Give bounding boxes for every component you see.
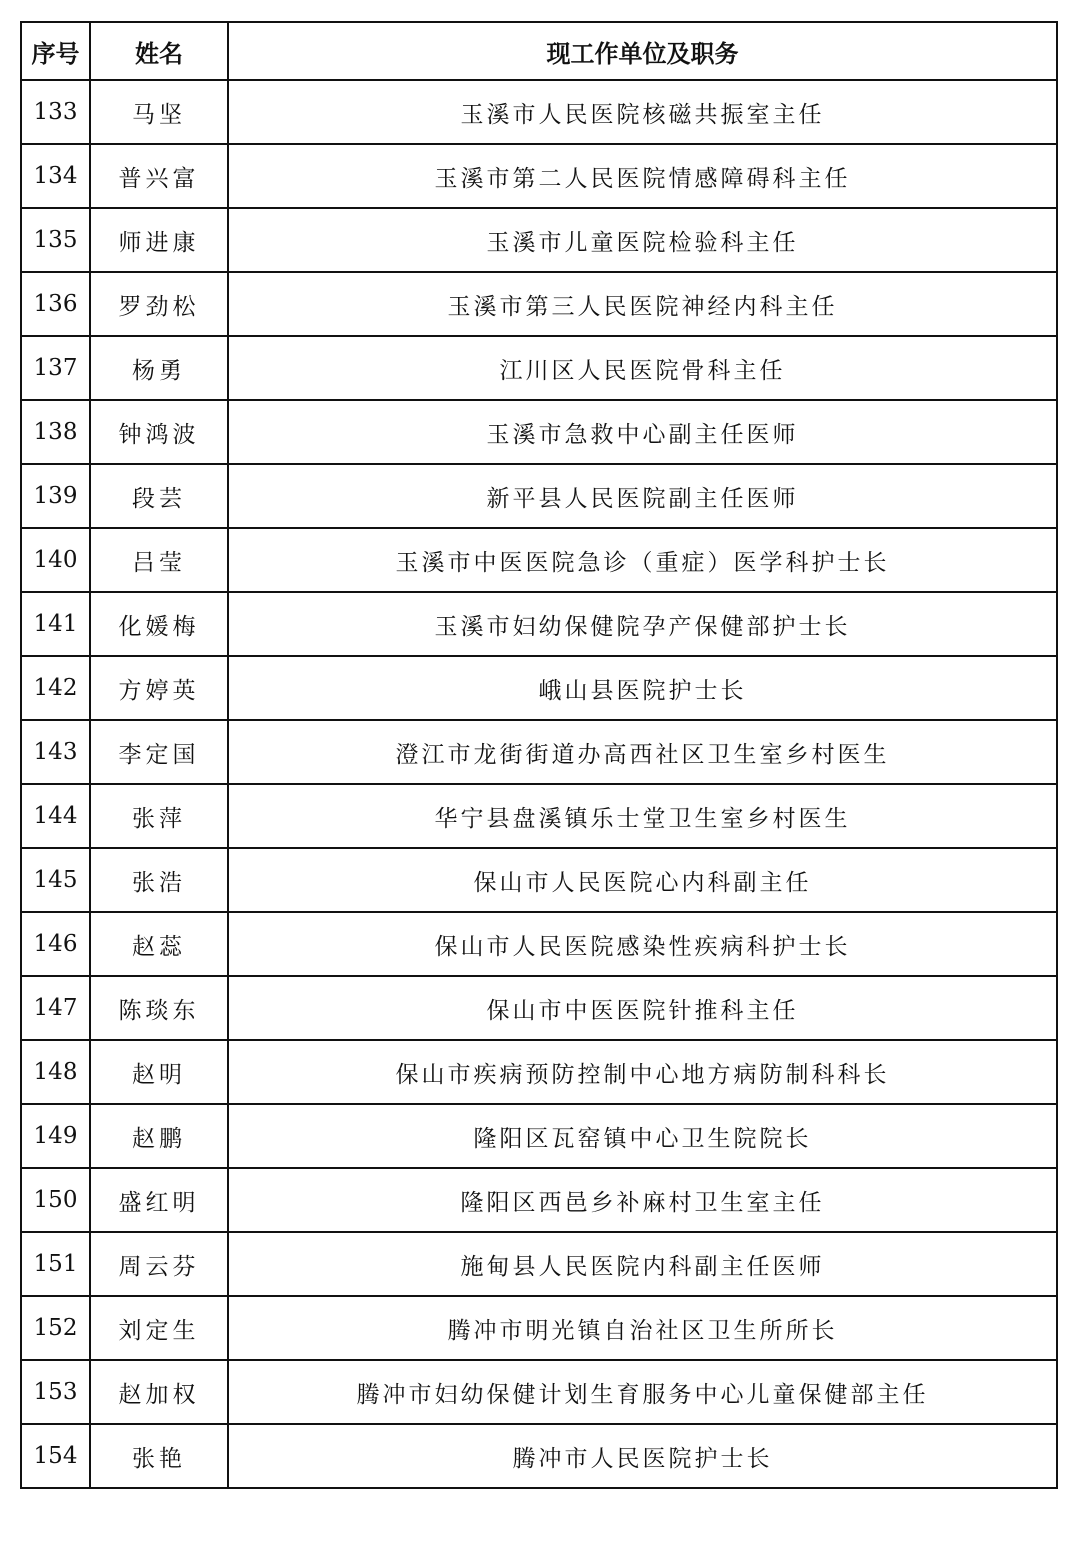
row-name: 盛红明: [90, 1168, 228, 1232]
row-number: 136: [21, 272, 90, 336]
row-unit-position: 华宁县盘溪镇乐士堂卫生室乡村医生: [228, 784, 1057, 848]
row-name: 张艳: [90, 1424, 228, 1488]
table-row: [21, 912, 1057, 976]
table-header: [21, 22, 1057, 80]
table-row: [21, 1168, 1057, 1232]
table-row: [21, 1360, 1057, 1424]
row-name: 周云芬: [90, 1232, 228, 1296]
row-name: 赵蕊: [90, 912, 228, 976]
row-unit-position: 玉溪市儿童医院检验科主任: [228, 208, 1057, 272]
row-number: 145: [21, 848, 90, 912]
row-unit-position: 玉溪市第三人民医院神经内科主任: [228, 272, 1057, 336]
table-row: [21, 784, 1057, 848]
table-body: [21, 80, 1057, 1488]
row-number: 134: [21, 144, 90, 208]
table-row: [21, 80, 1057, 144]
row-number: 146: [21, 912, 90, 976]
row-name: 刘定生: [90, 1296, 228, 1360]
row-unit-position: 玉溪市人民医院核磁共振室主任: [228, 80, 1057, 144]
roster-table: [20, 21, 1058, 1489]
table-row: [21, 656, 1057, 720]
row-name: 张萍: [90, 784, 228, 848]
row-name: 赵加权: [90, 1360, 228, 1424]
table-row: [21, 1040, 1057, 1104]
row-unit-position: 玉溪市中医医院急诊（重症）医学科护士长: [228, 528, 1057, 592]
row-unit-position: 腾冲市明光镇自治社区卫生所所长: [228, 1296, 1057, 1360]
row-number: 141: [21, 592, 90, 656]
row-number: 152: [21, 1296, 90, 1360]
table-row: [21, 592, 1057, 656]
table-row: [21, 1232, 1057, 1296]
table-row: [21, 1296, 1057, 1360]
header-number: 序号: [21, 22, 90, 80]
row-name: 赵鹏: [90, 1104, 228, 1168]
table-row: [21, 1104, 1057, 1168]
row-unit-position: 腾冲市妇幼保健计划生育服务中心儿童保健部主任: [228, 1360, 1057, 1424]
row-unit-position: 隆阳区西邑乡补麻村卫生室主任: [228, 1168, 1057, 1232]
table-row: [21, 528, 1057, 592]
row-number: 150: [21, 1168, 90, 1232]
row-number: 139: [21, 464, 90, 528]
row-number: 149: [21, 1104, 90, 1168]
row-unit-position: 保山市疾病预防控制中心地方病防制科科长: [228, 1040, 1057, 1104]
row-name: 赵明: [90, 1040, 228, 1104]
row-name: 罗劲松: [90, 272, 228, 336]
row-number: 153: [21, 1360, 90, 1424]
table-row: [21, 400, 1057, 464]
table-row: [21, 464, 1057, 528]
row-number: 133: [21, 80, 90, 144]
row-number: 154: [21, 1424, 90, 1488]
row-number: 144: [21, 784, 90, 848]
row-name: 吕莹: [90, 528, 228, 592]
row-unit-position: 隆阳区瓦窑镇中心卫生院院长: [228, 1104, 1057, 1168]
row-name: 杨勇: [90, 336, 228, 400]
row-unit-position: 江川区人民医院骨科主任: [228, 336, 1057, 400]
row-number: 135: [21, 208, 90, 272]
row-number: 137: [21, 336, 90, 400]
row-number: 147: [21, 976, 90, 1040]
header-unit-position: 现工作单位及职务: [228, 22, 1057, 80]
table-row: [21, 208, 1057, 272]
row-unit-position: 腾冲市人民医院护士长: [228, 1424, 1057, 1488]
row-unit-position: 保山市人民医院心内科副主任: [228, 848, 1057, 912]
row-name: 段芸: [90, 464, 228, 528]
row-unit-position: 玉溪市急救中心副主任医师: [228, 400, 1057, 464]
row-number: 140: [21, 528, 90, 592]
row-unit-position: 玉溪市第二人民医院情感障碍科主任: [228, 144, 1057, 208]
table-row: [21, 976, 1057, 1040]
row-number: 151: [21, 1232, 90, 1296]
table-row: [21, 848, 1057, 912]
row-unit-position: 保山市中医医院针推科主任: [228, 976, 1057, 1040]
row-number: 143: [21, 720, 90, 784]
row-unit-position: 玉溪市妇幼保健院孕产保健部护士长: [228, 592, 1057, 656]
table-row: [21, 272, 1057, 336]
row-unit-position: 施甸县人民医院内科副主任医师: [228, 1232, 1057, 1296]
row-unit-position: 峨山县医院护士长: [228, 656, 1057, 720]
row-name: 陈琰东: [90, 976, 228, 1040]
row-number: 142: [21, 656, 90, 720]
row-name: 马坚: [90, 80, 228, 144]
table-row: [21, 144, 1057, 208]
row-name: 李定国: [90, 720, 228, 784]
row-name: 师进康: [90, 208, 228, 272]
row-name: 普兴富: [90, 144, 228, 208]
row-unit-position: 澄江市龙街街道办高西社区卫生室乡村医生: [228, 720, 1057, 784]
header-row: [21, 22, 1057, 80]
row-name: 化媛梅: [90, 592, 228, 656]
row-name: 张浩: [90, 848, 228, 912]
table-row: [21, 1424, 1057, 1488]
header-name: 姓名: [90, 22, 228, 80]
row-name: 方婷英: [90, 656, 228, 720]
row-number: 148: [21, 1040, 90, 1104]
table-row: [21, 720, 1057, 784]
row-unit-position: 保山市人民医院感染性疾病科护士长: [228, 912, 1057, 976]
row-name: 钟鸿波: [90, 400, 228, 464]
table-row: [21, 336, 1057, 400]
row-number: 138: [21, 400, 90, 464]
row-unit-position: 新平县人民医院副主任医师: [228, 464, 1057, 528]
